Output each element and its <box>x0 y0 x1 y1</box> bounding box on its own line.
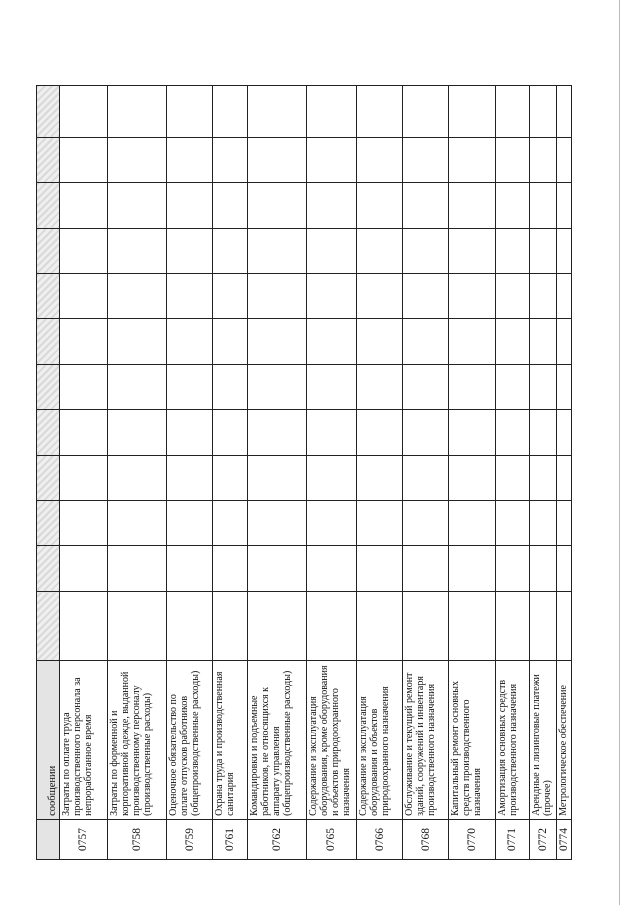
empty-cell <box>449 546 495 591</box>
empty-cell <box>357 501 403 546</box>
empty-cell <box>530 410 557 455</box>
table-row <box>213 86 247 860</box>
header-label-cell: сообщении <box>37 661 60 819</box>
header-cell <box>37 274 60 319</box>
empty-cell <box>247 86 306 138</box>
table-row <box>247 86 306 860</box>
empty-cell <box>166 546 212 591</box>
empty-cell <box>403 591 449 661</box>
empty-cell <box>213 546 247 591</box>
empty-cell <box>556 546 571 591</box>
empty-cell <box>59 319 107 364</box>
empty-cell <box>306 86 356 138</box>
table-row <box>556 86 571 860</box>
row-name: Содержание и эксплуатация оборудования и объектов природоохранного назначения <box>357 661 403 819</box>
empty-cell <box>247 546 306 591</box>
empty-cell <box>166 410 212 455</box>
empty-cell <box>403 183 449 228</box>
empty-cell <box>530 137 557 182</box>
empty-cell <box>166 86 212 138</box>
empty-cell <box>449 183 495 228</box>
row-code: 0761 <box>213 819 247 859</box>
empty-cell <box>495 183 529 228</box>
empty-cell <box>556 364 571 409</box>
empty-cell <box>403 455 449 500</box>
empty-cell <box>213 364 247 409</box>
empty-cell <box>107 228 166 273</box>
row-code: 0758 <box>107 819 166 859</box>
empty-cell <box>59 364 107 409</box>
empty-cell <box>107 455 166 500</box>
header-cell <box>37 86 60 138</box>
table-row <box>166 86 212 860</box>
empty-cell <box>530 364 557 409</box>
empty-cell <box>166 501 212 546</box>
row-code: 0766 <box>357 819 403 859</box>
table-row <box>59 86 107 860</box>
row-code: 0757 <box>59 819 107 859</box>
empty-cell <box>306 546 356 591</box>
empty-cell <box>530 183 557 228</box>
empty-cell <box>306 319 356 364</box>
empty-cell <box>495 455 529 500</box>
empty-cell <box>59 591 107 661</box>
empty-cell <box>166 137 212 182</box>
empty-cell <box>166 455 212 500</box>
header-cell <box>37 319 60 364</box>
empty-cell <box>59 546 107 591</box>
empty-cell <box>556 183 571 228</box>
empty-cell <box>357 364 403 409</box>
empty-cell <box>403 228 449 273</box>
empty-cell <box>247 274 306 319</box>
empty-cell <box>357 274 403 319</box>
empty-cell <box>59 86 107 138</box>
row-code: 0762 <box>247 819 306 859</box>
row-code: 0768 <box>403 819 449 859</box>
row-code: 0771 <box>495 819 529 859</box>
empty-cell <box>403 319 449 364</box>
empty-cell <box>306 410 356 455</box>
empty-cell <box>403 274 449 319</box>
row-name: Арендные и лизинговые платежи (прочее) <box>530 661 557 819</box>
header-cell <box>37 410 60 455</box>
header-cell <box>37 183 60 228</box>
row-name: Затраты по оплате труда производственного персонала за непроработанное время <box>59 661 107 819</box>
row-name: Командировки и подъемные работников, не относящихся к аппарату управления (общепроизводственные расходы) <box>247 661 306 819</box>
empty-cell <box>403 501 449 546</box>
empty-cell <box>449 455 495 500</box>
empty-cell <box>495 410 529 455</box>
empty-cell <box>306 455 356 500</box>
empty-cell <box>107 546 166 591</box>
empty-cell <box>107 274 166 319</box>
row-code: 0765 <box>306 819 356 859</box>
row-name: Амортизация основных средств производственного назначения <box>495 661 529 819</box>
empty-cell <box>449 137 495 182</box>
empty-cell <box>556 410 571 455</box>
row-name: Капитальный ремонт основных средств производственного назначения <box>449 661 495 819</box>
empty-cell <box>213 183 247 228</box>
empty-cell <box>107 183 166 228</box>
empty-cell <box>59 183 107 228</box>
empty-cell <box>107 410 166 455</box>
empty-cell <box>107 86 166 138</box>
empty-cell <box>449 228 495 273</box>
empty-cell <box>213 274 247 319</box>
empty-cell <box>556 455 571 500</box>
empty-cell <box>247 501 306 546</box>
empty-cell <box>166 319 212 364</box>
empty-cell <box>495 319 529 364</box>
empty-cell <box>306 274 356 319</box>
empty-cell <box>59 137 107 182</box>
empty-cell <box>449 501 495 546</box>
empty-cell <box>449 319 495 364</box>
empty-cell <box>213 410 247 455</box>
empty-cell <box>495 228 529 273</box>
empty-cell <box>59 410 107 455</box>
empty-cell <box>247 410 306 455</box>
empty-cell <box>403 86 449 138</box>
empty-cell <box>247 455 306 500</box>
empty-cell <box>556 274 571 319</box>
empty-cell <box>530 455 557 500</box>
empty-cell <box>495 86 529 138</box>
row-name: Обслуживание и текущий ремонт зданий, сооружений и инвентаря производственного назначения <box>403 661 449 819</box>
empty-cell <box>306 501 356 546</box>
empty-cell <box>449 591 495 661</box>
empty-cell <box>449 274 495 319</box>
empty-cell <box>213 137 247 182</box>
empty-cell <box>357 86 403 138</box>
empty-cell <box>530 86 557 138</box>
empty-cell <box>357 319 403 364</box>
empty-cell <box>213 455 247 500</box>
empty-cell <box>247 319 306 364</box>
empty-cell <box>530 319 557 364</box>
empty-cell <box>449 364 495 409</box>
empty-cell <box>107 364 166 409</box>
table-row <box>495 86 529 860</box>
empty-cell <box>357 410 403 455</box>
table-row <box>357 86 403 860</box>
header-cell <box>37 455 60 500</box>
empty-cell <box>247 137 306 182</box>
empty-cell <box>107 501 166 546</box>
empty-cell <box>357 546 403 591</box>
empty-cell <box>556 86 571 138</box>
empty-cell <box>166 183 212 228</box>
empty-cell <box>530 591 557 661</box>
row-name: Оценочное обязательство по оплате отпусков работников (общепроизводственные расходы) <box>166 661 212 819</box>
empty-cell <box>166 364 212 409</box>
header-cell <box>37 546 60 591</box>
empty-cell <box>357 591 403 661</box>
empty-cell <box>556 228 571 273</box>
empty-cell <box>403 364 449 409</box>
empty-cell <box>530 274 557 319</box>
empty-cell <box>495 546 529 591</box>
empty-cell <box>247 183 306 228</box>
empty-cell <box>495 591 529 661</box>
empty-cell <box>59 274 107 319</box>
empty-cell <box>556 319 571 364</box>
empty-cell <box>556 501 571 546</box>
table-row <box>107 86 166 860</box>
empty-cell <box>403 410 449 455</box>
header-cell <box>37 591 60 661</box>
empty-cell <box>247 228 306 273</box>
empty-cell <box>556 137 571 182</box>
table-row <box>449 86 495 860</box>
header-code-cell <box>37 819 60 859</box>
row-code: 0772 <box>530 819 557 859</box>
empty-cell <box>213 319 247 364</box>
rotated-table-container <box>36 85 572 860</box>
empty-cell <box>403 137 449 182</box>
empty-cell <box>449 410 495 455</box>
empty-cell <box>306 228 356 273</box>
empty-cell <box>59 455 107 500</box>
cost-items-table <box>36 85 572 860</box>
empty-cell <box>495 274 529 319</box>
empty-cell <box>357 137 403 182</box>
header-cell <box>37 228 60 273</box>
empty-cell <box>107 319 166 364</box>
row-name: Метрологическое обеспечение <box>556 661 571 819</box>
row-name: Содержание и эксплуатация оборудования, кроме оборудования и объектов природоохранного назначения <box>306 661 356 819</box>
empty-cell <box>357 228 403 273</box>
empty-cell <box>166 274 212 319</box>
table-row <box>403 86 449 860</box>
header-cell <box>37 364 60 409</box>
empty-cell <box>357 455 403 500</box>
empty-cell <box>530 546 557 591</box>
empty-cell <box>59 228 107 273</box>
empty-cell <box>247 364 306 409</box>
header-cell <box>37 501 60 546</box>
empty-cell <box>247 591 306 661</box>
empty-cell <box>166 591 212 661</box>
empty-cell <box>213 228 247 273</box>
row-code: 0774 <box>556 819 571 859</box>
row-code: 0759 <box>166 819 212 859</box>
row-name: Охрана труда и производственная санитария <box>213 661 247 819</box>
empty-cell <box>306 591 356 661</box>
empty-cell <box>495 364 529 409</box>
table-row <box>306 86 356 860</box>
table-header-row <box>37 86 60 860</box>
empty-cell <box>213 501 247 546</box>
empty-cell <box>107 591 166 661</box>
empty-cell <box>306 364 356 409</box>
empty-cell <box>306 183 356 228</box>
empty-cell <box>213 591 247 661</box>
table-row <box>530 86 557 860</box>
empty-cell <box>495 501 529 546</box>
empty-cell <box>357 183 403 228</box>
empty-cell <box>530 501 557 546</box>
empty-cell <box>530 228 557 273</box>
row-code: 0770 <box>449 819 495 859</box>
empty-cell <box>449 86 495 138</box>
empty-cell <box>107 137 166 182</box>
empty-cell <box>59 501 107 546</box>
row-name: Затраты по форменной и корпоративной одежде, выданной производственному персоналу (производственные расходы) <box>107 661 166 819</box>
header-cell <box>37 137 60 182</box>
empty-cell <box>403 546 449 591</box>
empty-cell <box>495 137 529 182</box>
empty-cell <box>166 228 212 273</box>
empty-cell <box>556 591 571 661</box>
empty-cell <box>306 137 356 182</box>
empty-cell <box>213 86 247 138</box>
scan-artifact <box>619 0 620 905</box>
